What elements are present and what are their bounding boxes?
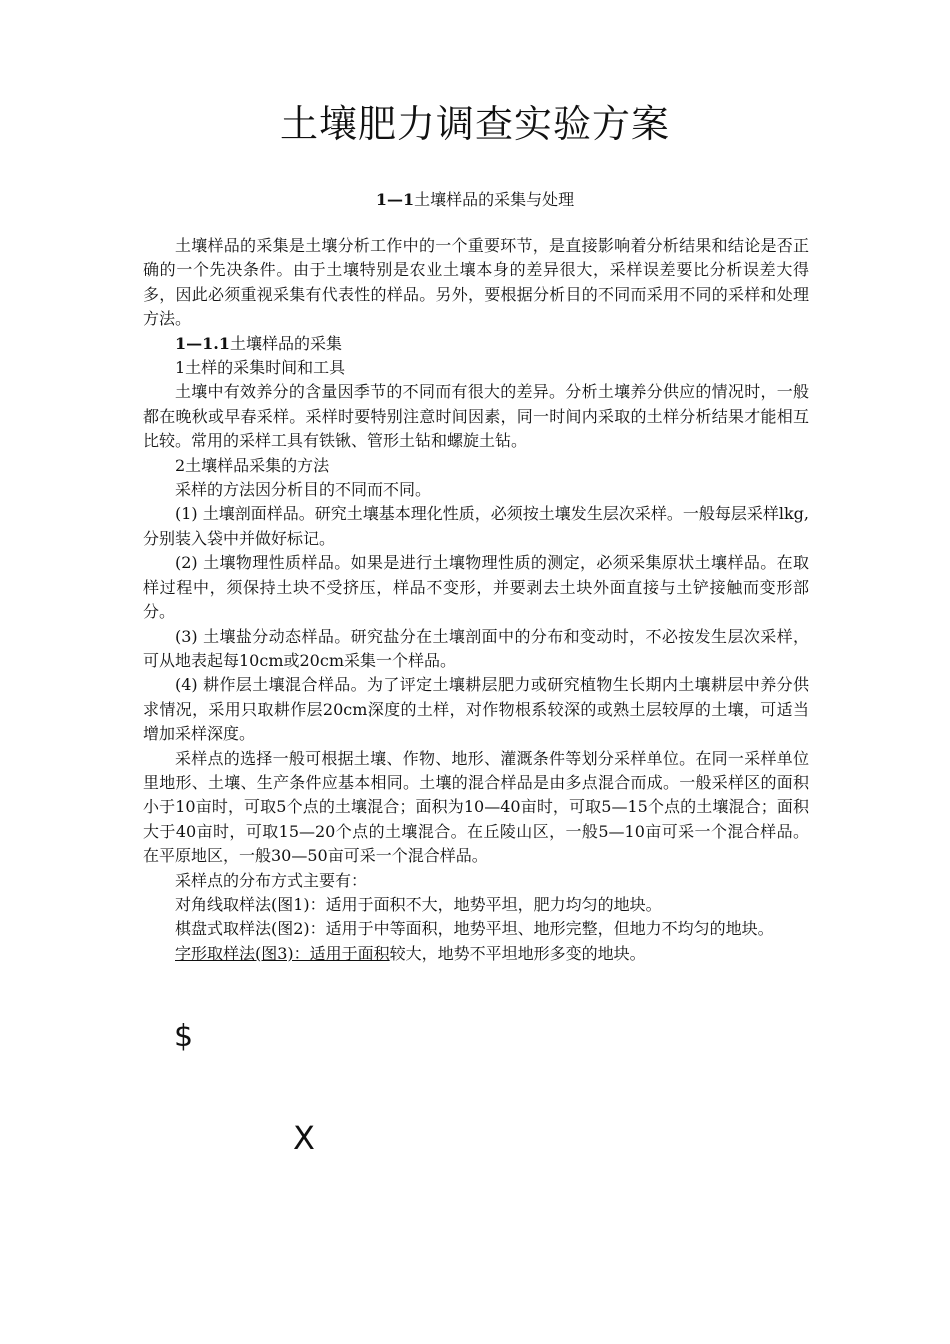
paragraph: 采样点的选择一般可根据土壤、作物、地形、灌溉条件等划分采样单位。在同一采样单位里地形、土壤、生产条件应基本相同。土壤的混合样品是由多点混合而成。一般采样区的面积小于10亩时，可取5个点的土壤混合；面积为10—40亩时，可取5—15个点的土壤混合；面积大于40亩时，可取15—20个点的土壤混合。在丘陵山区，一般5—10亩可采一个混合样品。在平原地区，一般30—50亩可采一个混合样品。 <box>143 748 809 866</box>
subsection-title: 土壤样品的采集 <box>229 333 342 353</box>
s-shape-figure-glyph: $ <box>174 1019 194 1054</box>
item-heading: 1土样的采集时间和工具 <box>175 358 346 378</box>
paragraph: 土壤样品的采集是土壤分析工作中的一个重要环节，是直接影响着分析结果和结论是否正确的一个先决条件。由于土壤特别是农业土壤本身的差异很大，采样误差要比分析误差大得多，因此必须重视采集有代表性的样品。另外，要根据分析目的不同而采用不同的采样和处理方法。 <box>143 236 809 329</box>
paragraph-rest: 较大，地势不平坦地形多变的地块。 <box>389 943 646 963</box>
section-heading <box>0 187 950 213</box>
underlined-text: 字形取样法(图3)：适用于面积 <box>175 943 390 963</box>
page-title: 土壤肥力调查实验方案 <box>279 102 670 146</box>
paragraph: 采样点的分布方式主要有： <box>175 870 368 890</box>
paragraph: 土壤中有效养分的含量因季节的不同而有很大的差异。分析土壤养分供应的情况时，一般都在晚秋或早春采样。采样时要特别注意时间因素，同一时间内采取的土样分析结果才能相互比较。常用的采样工具有铁锹、管形土钻和螺旋土钻。 <box>143 382 809 451</box>
item-heading: 2土壤样品采集的方法 <box>175 455 330 475</box>
section-number: 1—1 <box>375 190 415 209</box>
section-title: 土壤样品的采集与处理 <box>414 190 575 209</box>
paragraph: 对角线取样法(图1)：适用于面积不大，地势平坦，肥力均匀的地块。 <box>175 894 662 914</box>
x-shape-figure-glyph: X <box>293 1119 315 1157</box>
subsection-number: 1—1.1 <box>175 333 230 353</box>
list-item: (4) 耕作层土壤混合样品。为了评定土壤耕层肥力或研究植物生长期内土壤耕层中养分供求情况，采用只取耕作层20cm深度的土样，对作物根系较深的或熟土层较厚的土壤，可适当增加采样深度。 <box>143 675 809 744</box>
paragraph <box>143 942 809 966</box>
subsection-heading <box>143 332 809 356</box>
paragraph: 采样的方法因分析目的不同而不同。 <box>175 480 432 500</box>
list-item: (1) 土壤剖面样品。研究土壤基本理化性质，必须按土壤发生层次采样。一般每层采样lkg, 分别装入袋中并做好标记。 <box>143 504 809 548</box>
paragraph: 棋盘式取样法(图2)：适用于中等面积，地势平坦、地形完整，但地力不均匀的地块。 <box>175 919 774 939</box>
body-text <box>143 234 809 966</box>
list-item: (2) 土壤物理性质样品。如果是进行土壤物理性质的测定，必须采集原状土壤样品。在取样过程中，须保持土块不受挤压，样品不变形，并要剥去土块外面直接与土铲接触而变形部分。 <box>143 553 809 622</box>
list-item: (3) 土壤盐分动态样品。研究盐分在土壤剖面中的分布和变动时，不必按发生层次采样，可从地表起每10cm或20cm采集一个样品。 <box>143 626 809 670</box>
